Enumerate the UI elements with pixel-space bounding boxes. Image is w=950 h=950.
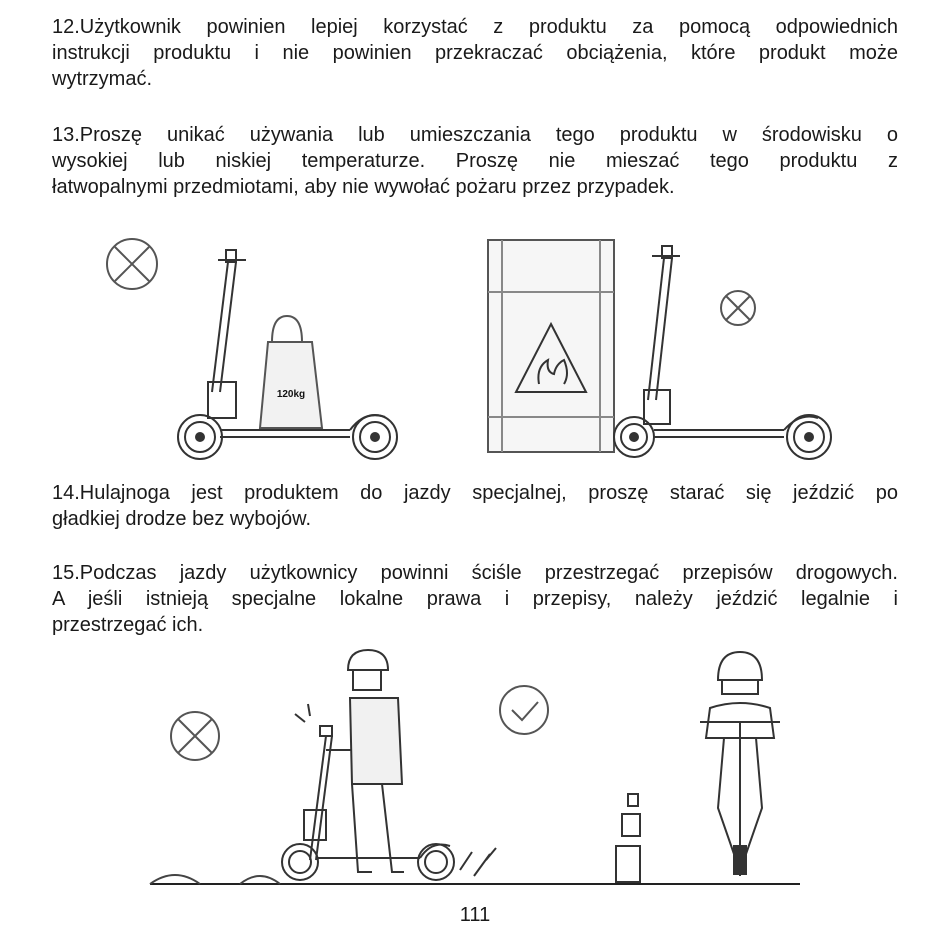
text-line: wysokiej lub niskiej temperaturze. Proszę nie mieszać tego produktu z: [52, 150, 898, 172]
rider-side-view: [295, 650, 404, 872]
section-15-paragraph: [52, 560, 898, 638]
overload-prohibited-illustration: [100, 232, 420, 462]
text-line: 14.Hulajnoga jest produktem do jazdy specjalnej, proszę starać się jeździć po: [52, 482, 898, 504]
traffic-cones: [616, 794, 640, 882]
rider-front-view: [700, 652, 780, 876]
text-line: instrukcji produktu i nie powinien przekraczać obciążenia, które produkt może: [52, 42, 898, 64]
weight-label: 120kg: [276, 389, 306, 400]
section-13-paragraph: [52, 122, 898, 200]
text-line: łatwopalnymi przedmiotami, aby nie wywołać pożaru przez przypadek.: [52, 176, 675, 198]
page-number: 111: [459, 904, 491, 926]
text-line: 15.Podczas jazdy użytkownicy powinni ściśle przestrzegać przepisów drogowych.: [52, 562, 898, 584]
text-line: wytrzymać.: [52, 68, 152, 90]
bump: [240, 876, 280, 884]
text-line: 12.Użytkownik powinien lepiej korzystać z produktu za pomocą odpowiednich: [52, 16, 898, 38]
text-line: A jeśli istnieją specjalne lokalne prawa i przepisy, należy jeździć legalnie i: [52, 588, 898, 610]
prohibited-x-icon: [171, 712, 219, 760]
riding-rules-illustration: [140, 640, 820, 890]
prohibited-x-icon: [721, 291, 755, 325]
scooter-drawing: [614, 246, 831, 459]
flammable-cabinet: [488, 240, 614, 452]
bump: [150, 875, 200, 884]
section-12-paragraph: [52, 14, 898, 92]
text-line: gładkiej drodze bez wybojów.: [52, 508, 312, 530]
text-line: przestrzegać ich.: [52, 614, 204, 636]
check-icon: [500, 686, 548, 734]
prohibited-x-icon: [107, 239, 157, 289]
flammable-prohibited-illustration: [484, 232, 864, 462]
section-14-paragraph: [52, 480, 898, 532]
speed-lines: [460, 848, 496, 876]
text-line: 13.Proszę unikać używania lub umieszczania tego produktu w środowisku o: [52, 124, 898, 146]
weight-bag-icon: [260, 316, 322, 428]
